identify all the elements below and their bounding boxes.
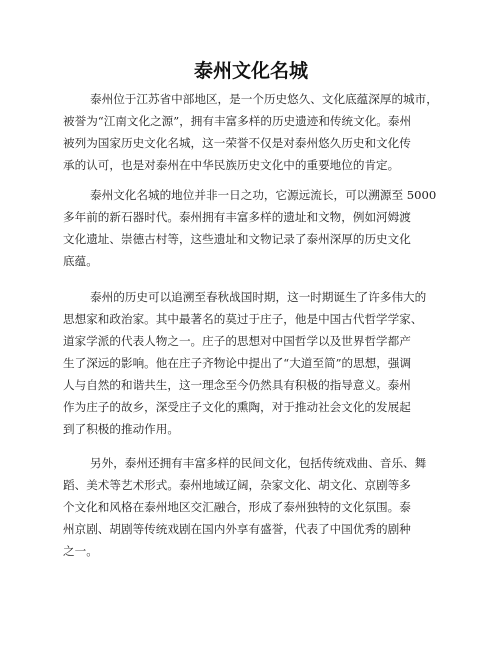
- paragraph-line: 个文化和风格在泰州地区交汇融合，形成了泰州独特的文化氛围。泰: [63, 500, 411, 514]
- paragraph-line: 蹈、美术等艺术形式。泰州地域辽阔，杂家文化、胡文化、京剧等多: [63, 478, 411, 492]
- paragraph-line: 另外，泰州还拥有丰富多样的民间文化，包括传统戏曲、音乐、舞: [90, 456, 427, 470]
- paragraph-line: 泰州的历史可以追溯至春秋战国时期，这一时期诞生了许多伟大的: [90, 290, 427, 304]
- paragraph-line: 被誉为“江南文化之源”，拥有丰富多样的历史遗迹和传统文化。泰州: [63, 114, 412, 128]
- paragraph-line: 泰州位于江苏省中部地区，是一个历史悠久、文化底蕴深厚的城市，: [90, 92, 438, 106]
- paragraph-line: 泰州文化名城的地位并非一日之功，它源远流长，可以溯源至 5000: [90, 188, 437, 202]
- paragraph-line: 被列为国家历史文化名城，这一荣誉不仅是对泰州悠久历史和文化传: [63, 136, 411, 150]
- paragraph-line: 之一。: [63, 544, 98, 558]
- paragraph-line: 文化遗址、崇德古村等，这些遗址和文物记录了泰州深厚的历史文化: [63, 232, 411, 246]
- paragraph-line: 到了积极的推动作用。: [63, 422, 179, 436]
- paragraph-line: 州京剧、胡剧等传统戏剧在国内外享有盛誉，代表了中国优秀的剧种: [63, 522, 411, 536]
- paragraph-line: 生了深远的影响。他在庄子齐物论中提出了“大道至简”的思想，强调: [63, 356, 412, 370]
- document-title: 泰州文化名城: [193, 60, 308, 82]
- paragraph-line: 底蕴。: [63, 254, 98, 268]
- paragraph-line: 道家学派的代表人物之一。庄子的思想对中国哲学以及世界哲学都产: [63, 334, 411, 348]
- paragraph-line: 思想家和政治家。其中最著名的莫过于庄子，他是中国古代哲学学家、: [63, 312, 423, 326]
- paragraph-line: 人与自然的和谐共生，这一理念至今仍然具有积极的指导意义。泰州: [63, 378, 411, 392]
- paragraph-line: 多年前的新石器时代。泰州拥有丰富多样的遗址和文物，例如河姆渡: [63, 210, 411, 224]
- paragraph-line: 作为庄子的故乡，深受庄子文化的熏陶，对于推动社会文化的发展起: [63, 400, 411, 414]
- paragraph-line: 承的认可，也是对泰州在中华民族历史文化中的重要地位的肯定。: [63, 158, 400, 172]
